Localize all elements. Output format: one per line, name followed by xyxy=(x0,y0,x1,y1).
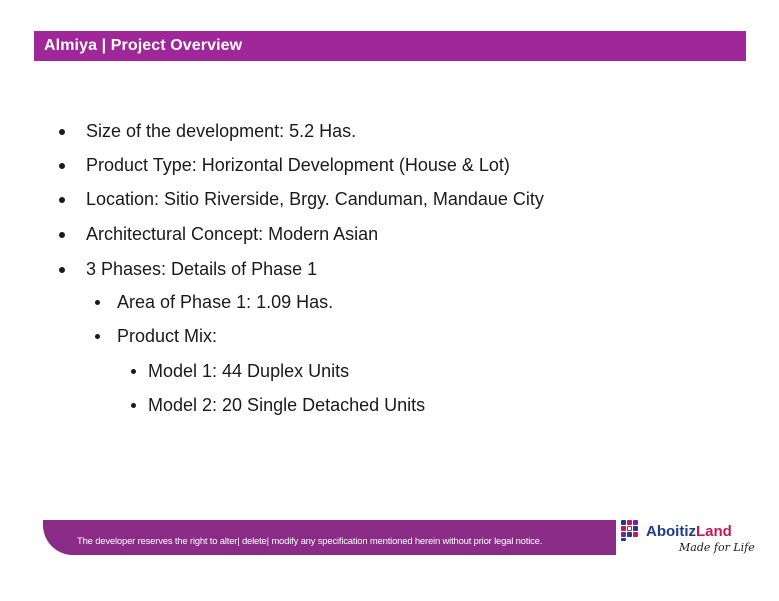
list-item: Product Mix: xyxy=(95,326,217,347)
bullet-icon xyxy=(95,334,100,339)
list-item: Area of Phase 1: 1.09 Has. xyxy=(95,292,333,313)
brand-name: AboitizLand xyxy=(646,523,732,540)
list-item: Model 2: 20 Single Detached Units xyxy=(131,395,425,416)
bullet-icon xyxy=(131,369,136,374)
bullet-icon xyxy=(59,267,65,273)
bullet-icon xyxy=(59,232,65,238)
list-item: Size of the development: 5.2 Has. xyxy=(59,121,356,142)
brand-tagline: Made for Life xyxy=(679,541,755,554)
bullet-icon xyxy=(59,129,65,135)
bullet-icon xyxy=(59,197,65,203)
bullet-icon xyxy=(59,163,65,169)
list-item: Model 1: 44 Duplex Units xyxy=(131,361,349,382)
list-item: 3 Phases: Details of Phase 1 xyxy=(59,259,317,280)
aboitizland-logo xyxy=(621,519,755,559)
disclaimer-text: The developer reserves the right to alter| delete| modify any specification mentioned herein without prior legal notice. xyxy=(77,536,543,547)
list-item: Architectural Concept: Modern Asian xyxy=(59,224,378,245)
list-item: Product Type: Horizontal Development (House & Lot) xyxy=(59,155,510,176)
aboitizland-grid-logo-icon xyxy=(621,520,643,542)
page-title: Almiya | Project Overview xyxy=(44,37,243,54)
bullet-icon xyxy=(131,403,136,408)
bullet-icon xyxy=(95,300,100,305)
list-item: Location: Sitio Riverside, Brgy. Canduman, Mandaue City xyxy=(59,189,544,210)
footer-band xyxy=(43,520,616,555)
